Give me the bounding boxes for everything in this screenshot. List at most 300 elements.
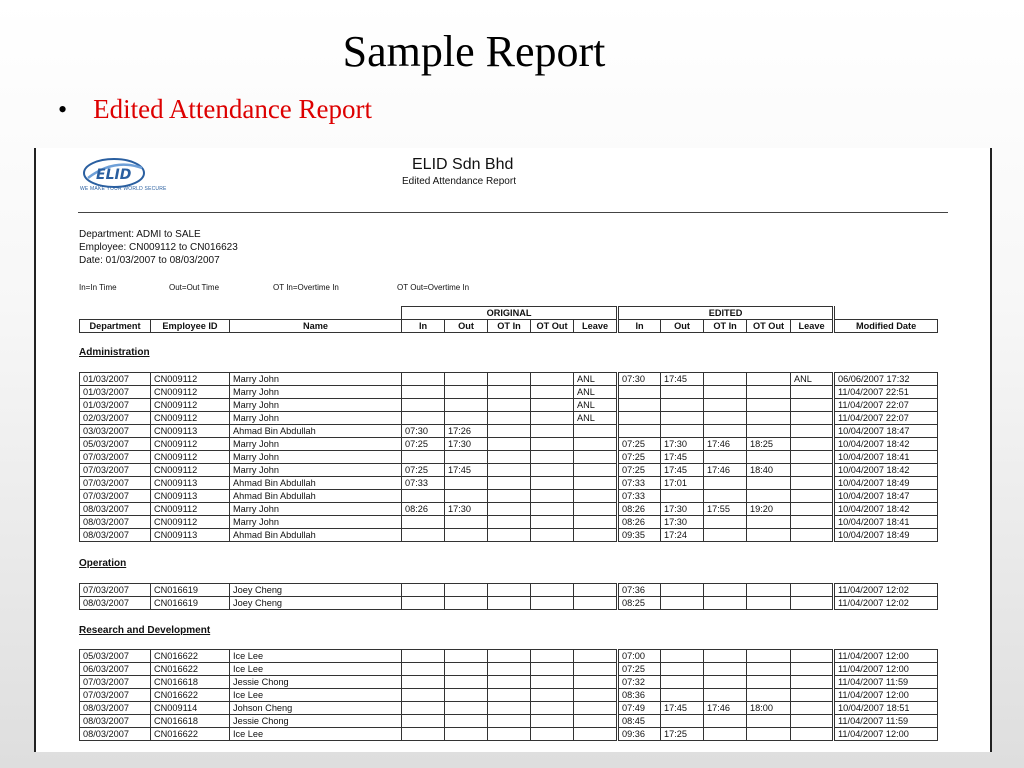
column-header-orig-leave: Leave <box>574 320 618 333</box>
table-row <box>80 477 938 490</box>
cell-edit-out <box>661 425 704 438</box>
cell-edit-out: 17:30 <box>661 516 704 529</box>
table-row <box>80 464 938 477</box>
bullet-text: Edited Attendance Report <box>93 94 373 124</box>
cell-department: 07/03/2007 <box>80 584 151 597</box>
cell-orig-ot-in <box>488 702 531 715</box>
section-table <box>79 583 938 610</box>
cell-name: Joey Cheng <box>230 597 402 610</box>
table-row <box>80 490 938 503</box>
cell-orig-ot-in <box>488 650 531 663</box>
cell-name: Marry John <box>230 399 402 412</box>
cell-edit-leave <box>791 584 834 597</box>
cell-orig-out <box>445 650 488 663</box>
cell-edit-in: 07:25 <box>618 438 661 451</box>
legend-in: In=In Time <box>79 283 117 292</box>
table-row <box>80 702 938 715</box>
employee-range: Employee: CN009112 to CN016623 <box>79 242 238 253</box>
cell-orig-leave <box>574 425 618 438</box>
cell-orig-ot-out <box>531 425 574 438</box>
cell-edit-ot-out <box>747 412 791 425</box>
cell-orig-leave <box>574 663 618 676</box>
table-row <box>80 715 938 728</box>
cell-orig-ot-out <box>531 689 574 702</box>
cell-orig-in <box>402 584 445 597</box>
cell-edit-leave <box>791 490 834 503</box>
cell-edit-leave <box>791 676 834 689</box>
table-row <box>80 663 938 676</box>
cell-orig-ot-in <box>488 676 531 689</box>
cell-edit-ot-in: 17:46 <box>704 438 747 451</box>
cell-employee-id: CN009112 <box>151 503 230 516</box>
cell-edit-leave <box>791 503 834 516</box>
cell-edit-leave <box>791 663 834 676</box>
date-range: Date: 01/03/2007 to 08/03/2007 <box>79 255 220 266</box>
cell-edit-ot-in <box>704 516 747 529</box>
cell-orig-out: 17:30 <box>445 438 488 451</box>
cell-edit-out <box>661 386 704 399</box>
cell-edit-leave <box>791 399 834 412</box>
cell-edit-out <box>661 676 704 689</box>
cell-orig-out: 17:30 <box>445 503 488 516</box>
cell-orig-in: 07:25 <box>402 464 445 477</box>
cell-edit-out: 17:24 <box>661 529 704 542</box>
column-header-edit-ot-in: OT In <box>704 320 747 333</box>
cell-edit-out <box>661 715 704 728</box>
cell-orig-leave: ANL <box>574 386 618 399</box>
column-header-edit-ot-out: OT Out <box>747 320 791 333</box>
cell-employee-id: CN009114 <box>151 702 230 715</box>
cell-edit-out <box>661 663 704 676</box>
cell-orig-in <box>402 715 445 728</box>
cell-department: 05/03/2007 <box>80 438 151 451</box>
cell-edit-ot-out <box>747 451 791 464</box>
cell-employee-id: CN009112 <box>151 516 230 529</box>
cell-edit-in: 07:33 <box>618 477 661 490</box>
cell-modified-date: 10/04/2007 18:47 <box>834 490 938 503</box>
cell-department: 01/03/2007 <box>80 399 151 412</box>
divider <box>78 212 948 213</box>
cell-orig-in <box>402 702 445 715</box>
table-row <box>80 584 938 597</box>
cell-orig-in: 07:30 <box>402 425 445 438</box>
cell-edit-in <box>618 386 661 399</box>
cell-orig-ot-in <box>488 386 531 399</box>
cell-orig-ot-out <box>531 597 574 610</box>
cell-department: 01/03/2007 <box>80 373 151 386</box>
cell-orig-in <box>402 399 445 412</box>
cell-name: Ice Lee <box>230 728 402 741</box>
legend-out: Out=Out Time <box>169 283 220 292</box>
cell-edit-ot-in <box>704 584 747 597</box>
cell-employee-id: CN016622 <box>151 663 230 676</box>
cell-orig-out <box>445 477 488 490</box>
cell-modified-date: 10/04/2007 18:42 <box>834 503 938 516</box>
cell-edit-ot-out <box>747 676 791 689</box>
cell-edit-leave <box>791 702 834 715</box>
cell-edit-ot-out <box>747 728 791 741</box>
cell-edit-out <box>661 689 704 702</box>
cell-orig-in <box>402 529 445 542</box>
cell-department: 08/03/2007 <box>80 715 151 728</box>
column-header-department: Department <box>80 320 151 333</box>
cell-modified-date: 10/04/2007 18:49 <box>834 529 938 542</box>
cell-employee-id: CN009112 <box>151 386 230 399</box>
cell-orig-leave: ANL <box>574 399 618 412</box>
column-header-modified-date: Modified Date <box>834 320 938 333</box>
cell-name: Ice Lee <box>230 650 402 663</box>
cell-orig-ot-in <box>488 438 531 451</box>
cell-edit-in <box>618 399 661 412</box>
bullet-icon: • <box>58 94 68 124</box>
elid-logo <box>80 154 180 200</box>
cell-edit-ot-out <box>747 650 791 663</box>
cell-edit-ot-in <box>704 386 747 399</box>
table-row <box>80 412 938 425</box>
cell-edit-in: 07:30 <box>618 373 661 386</box>
cell-orig-out <box>445 412 488 425</box>
cell-orig-leave <box>574 728 618 741</box>
cell-edit-ot-out <box>747 373 791 386</box>
cell-edit-in: 08:26 <box>618 503 661 516</box>
cell-orig-ot-in <box>488 412 531 425</box>
cell-edit-ot-in <box>704 412 747 425</box>
table-row <box>80 451 938 464</box>
cell-edit-out <box>661 584 704 597</box>
cell-orig-ot-out <box>531 676 574 689</box>
column-header-orig-ot-out: OT Out <box>531 320 574 333</box>
cell-name: Marry John <box>230 451 402 464</box>
cell-employee-id: CN016618 <box>151 715 230 728</box>
cell-orig-out <box>445 728 488 741</box>
cell-modified-date: 10/04/2007 18:49 <box>834 477 938 490</box>
cell-edit-out: 17:30 <box>661 438 704 451</box>
cell-department: 08/03/2007 <box>80 597 151 610</box>
table-row <box>80 438 938 451</box>
cell-orig-ot-out <box>531 412 574 425</box>
cell-edit-leave <box>791 412 834 425</box>
cell-orig-ot-out <box>531 451 574 464</box>
table-row <box>80 516 938 529</box>
cell-department: 07/03/2007 <box>80 689 151 702</box>
cell-modified-date: 10/04/2007 18:42 <box>834 464 938 477</box>
cell-orig-leave <box>574 477 618 490</box>
cell-edit-ot-out <box>747 584 791 597</box>
cell-orig-leave <box>574 451 618 464</box>
cell-name: Jessie Chong <box>230 676 402 689</box>
cell-orig-ot-out <box>531 529 574 542</box>
cell-edit-ot-in <box>704 650 747 663</box>
column-header-edit-out: Out <box>661 320 704 333</box>
cell-edit-in: 07:25 <box>618 663 661 676</box>
cell-modified-date: 11/04/2007 12:02 <box>834 584 938 597</box>
cell-edit-ot-in: 17:46 <box>704 464 747 477</box>
cell-orig-in <box>402 676 445 689</box>
cell-edit-ot-in <box>704 663 747 676</box>
cell-employee-id: CN009112 <box>151 412 230 425</box>
table-row <box>80 425 938 438</box>
cell-employee-id: CN009113 <box>151 425 230 438</box>
cell-edit-in: 07:33 <box>618 490 661 503</box>
cell-edit-out: 17:45 <box>661 702 704 715</box>
cell-orig-out <box>445 676 488 689</box>
cell-orig-in <box>402 386 445 399</box>
cell-orig-ot-out <box>531 503 574 516</box>
cell-edit-in: 07:49 <box>618 702 661 715</box>
cell-edit-in: 09:36 <box>618 728 661 741</box>
cell-edit-out <box>661 597 704 610</box>
cell-name: Ahmad Bin Abdullah <box>230 425 402 438</box>
cell-orig-leave <box>574 650 618 663</box>
cell-edit-out: 17:30 <box>661 503 704 516</box>
cell-department: 07/03/2007 <box>80 477 151 490</box>
cell-modified-date: 11/04/2007 11:59 <box>834 676 938 689</box>
cell-employee-id: CN016622 <box>151 689 230 702</box>
cell-edit-ot-out <box>747 715 791 728</box>
cell-modified-date: 10/04/2007 18:41 <box>834 451 938 464</box>
cell-orig-leave <box>574 490 618 503</box>
column-header-orig-ot-in: OT In <box>488 320 531 333</box>
cell-employee-id: CN009112 <box>151 373 230 386</box>
cell-orig-out <box>445 516 488 529</box>
legend-ot-in: OT In=Overtime In <box>273 283 339 292</box>
column-header-edit-in: In <box>618 320 661 333</box>
cell-orig-out: 17:26 <box>445 425 488 438</box>
cell-modified-date: 11/04/2007 12:00 <box>834 650 938 663</box>
cell-orig-ot-out <box>531 386 574 399</box>
cell-edit-out: 17:45 <box>661 464 704 477</box>
cell-edit-out <box>661 490 704 503</box>
cell-orig-leave <box>574 464 618 477</box>
cell-edit-leave <box>791 438 834 451</box>
cell-orig-ot-out <box>531 516 574 529</box>
section-title: Operation <box>79 558 127 569</box>
cell-edit-in: 08:45 <box>618 715 661 728</box>
table-row <box>80 728 938 741</box>
department-range: Department: ADMI to SALE <box>79 229 201 240</box>
cell-orig-ot-in <box>488 477 531 490</box>
cell-edit-ot-in <box>704 477 747 490</box>
logo-text: ELID <box>96 167 132 183</box>
cell-orig-out <box>445 451 488 464</box>
cell-orig-in <box>402 728 445 741</box>
cell-modified-date: 11/04/2007 12:00 <box>834 689 938 702</box>
cell-orig-leave <box>574 529 618 542</box>
cell-orig-ot-in <box>488 715 531 728</box>
cell-name: Marry John <box>230 438 402 451</box>
cell-orig-ot-in <box>488 425 531 438</box>
cell-edit-ot-in <box>704 689 747 702</box>
cell-edit-leave <box>791 451 834 464</box>
cell-edit-in: 07:25 <box>618 464 661 477</box>
cell-edit-ot-out <box>747 663 791 676</box>
cell-edit-leave <box>791 715 834 728</box>
cell-edit-in: 07:32 <box>618 676 661 689</box>
cell-edit-ot-out <box>747 477 791 490</box>
cell-employee-id: CN009112 <box>151 438 230 451</box>
cell-orig-ot-out <box>531 584 574 597</box>
cell-employee-id: CN009112 <box>151 451 230 464</box>
cell-name: Johson Cheng <box>230 702 402 715</box>
cell-edit-in: 08:25 <box>618 597 661 610</box>
cell-edit-leave <box>791 386 834 399</box>
cell-orig-ot-out <box>531 373 574 386</box>
cell-edit-leave <box>791 728 834 741</box>
cell-orig-leave <box>574 715 618 728</box>
cell-name: Ice Lee <box>230 689 402 702</box>
column-header-edit-leave: Leave <box>791 320 834 333</box>
cell-orig-ot-out <box>531 399 574 412</box>
cell-orig-ot-out <box>531 464 574 477</box>
cell-modified-date: 11/04/2007 12:00 <box>834 663 938 676</box>
cell-orig-ot-in <box>488 663 531 676</box>
cell-orig-ot-out <box>531 663 574 676</box>
cell-orig-ot-out <box>531 728 574 741</box>
report-header-table <box>79 306 938 333</box>
cell-orig-ot-in <box>488 490 531 503</box>
cell-edit-ot-out <box>747 516 791 529</box>
cell-edit-in: 07:00 <box>618 650 661 663</box>
cell-edit-ot-in <box>704 715 747 728</box>
cell-orig-in: 07:25 <box>402 438 445 451</box>
cell-edit-ot-out: 18:25 <box>747 438 791 451</box>
cell-department: 08/03/2007 <box>80 516 151 529</box>
cell-orig-ot-in <box>488 584 531 597</box>
logo-tagline: WE MAKE YOUR WORLD SECURE <box>80 186 167 192</box>
cell-orig-leave <box>574 597 618 610</box>
cell-edit-ot-in <box>704 451 747 464</box>
cell-name: Marry John <box>230 373 402 386</box>
cell-orig-leave <box>574 503 618 516</box>
cell-orig-in: 07:33 <box>402 477 445 490</box>
cell-department: 01/03/2007 <box>80 386 151 399</box>
cell-name: Ice Lee <box>230 663 402 676</box>
table-row <box>80 689 938 702</box>
cell-employee-id: CN016619 <box>151 584 230 597</box>
cell-department: 07/03/2007 <box>80 451 151 464</box>
cell-name: Marry John <box>230 464 402 477</box>
cell-department: 08/03/2007 <box>80 702 151 715</box>
cell-edit-leave <box>791 650 834 663</box>
report-page <box>34 148 992 752</box>
cell-edit-in: 09:35 <box>618 529 661 542</box>
table-row <box>80 650 938 663</box>
cell-department: 07/03/2007 <box>80 490 151 503</box>
cell-orig-ot-out <box>531 438 574 451</box>
cell-orig-ot-in <box>488 597 531 610</box>
cell-edit-ot-out: 18:40 <box>747 464 791 477</box>
cell-orig-ot-in <box>488 529 531 542</box>
cell-orig-in <box>402 373 445 386</box>
cell-orig-ot-out <box>531 650 574 663</box>
cell-employee-id: CN016619 <box>151 597 230 610</box>
cell-edit-ot-in <box>704 490 747 503</box>
cell-orig-out <box>445 663 488 676</box>
cell-department: 08/03/2007 <box>80 503 151 516</box>
cell-orig-leave <box>574 676 618 689</box>
header-edited: EDITED <box>618 307 834 320</box>
cell-orig-out <box>445 373 488 386</box>
cell-edit-out <box>661 399 704 412</box>
cell-edit-ot-in <box>704 425 747 438</box>
cell-edit-ot-in <box>704 529 747 542</box>
cell-orig-leave <box>574 584 618 597</box>
cell-orig-out <box>445 702 488 715</box>
cell-name: Ahmad Bin Abdullah <box>230 490 402 503</box>
bullet-item <box>58 94 372 125</box>
cell-edit-in: 08:26 <box>618 516 661 529</box>
cell-edit-ot-out: 19:20 <box>747 503 791 516</box>
cell-orig-out <box>445 529 488 542</box>
cell-orig-ot-in <box>488 689 531 702</box>
cell-edit-ot-out <box>747 399 791 412</box>
cell-orig-out <box>445 399 488 412</box>
column-header-orig-in: In <box>402 320 445 333</box>
cell-orig-ot-in <box>488 451 531 464</box>
cell-name: Joey Cheng <box>230 584 402 597</box>
cell-orig-in <box>402 490 445 503</box>
cell-modified-date: 10/04/2007 18:42 <box>834 438 938 451</box>
legend-ot-out: OT Out=Overtime In <box>397 283 470 292</box>
cell-orig-ot-in <box>488 464 531 477</box>
cell-orig-ot-in <box>488 373 531 386</box>
header-original: ORIGINAL <box>402 307 618 320</box>
table-row <box>80 503 938 516</box>
cell-orig-out <box>445 490 488 503</box>
cell-orig-leave <box>574 516 618 529</box>
cell-orig-ot-out <box>531 715 574 728</box>
cell-edit-ot-out <box>747 689 791 702</box>
cell-orig-leave <box>574 689 618 702</box>
cell-orig-ot-out <box>531 702 574 715</box>
cell-orig-ot-in <box>488 503 531 516</box>
cell-orig-out: 17:45 <box>445 464 488 477</box>
cell-edit-out: 17:25 <box>661 728 704 741</box>
cell-name: Ahmad Bin Abdullah <box>230 477 402 490</box>
cell-employee-id: CN009112 <box>151 399 230 412</box>
cell-name: Marry John <box>230 412 402 425</box>
cell-modified-date: 10/04/2007 18:47 <box>834 425 938 438</box>
cell-name: Jessie Chong <box>230 715 402 728</box>
cell-orig-leave <box>574 438 618 451</box>
cell-edit-in <box>618 425 661 438</box>
cell-modified-date: 10/04/2007 18:51 <box>834 702 938 715</box>
cell-department: 06/03/2007 <box>80 663 151 676</box>
cell-orig-out <box>445 689 488 702</box>
cell-edit-in <box>618 412 661 425</box>
cell-employee-id: CN016622 <box>151 650 230 663</box>
cell-modified-date: 11/04/2007 22:07 <box>834 412 938 425</box>
cell-edit-leave <box>791 464 834 477</box>
cell-orig-leave <box>574 702 618 715</box>
cell-edit-ot-in <box>704 597 747 610</box>
cell-modified-date: 11/04/2007 12:02 <box>834 597 938 610</box>
cell-orig-out <box>445 386 488 399</box>
cell-edit-out <box>661 412 704 425</box>
cell-employee-id: CN009112 <box>151 464 230 477</box>
cell-orig-ot-out <box>531 490 574 503</box>
cell-edit-out: 17:45 <box>661 373 704 386</box>
cell-edit-leave <box>791 689 834 702</box>
cell-edit-ot-out <box>747 386 791 399</box>
cell-edit-ot-out <box>747 490 791 503</box>
cell-edit-leave <box>791 529 834 542</box>
cell-modified-date: 11/04/2007 11:59 <box>834 715 938 728</box>
report-name: Edited Attendance Report <box>402 176 516 187</box>
cell-orig-in <box>402 412 445 425</box>
cell-modified-date: 11/04/2007 12:00 <box>834 728 938 741</box>
cell-employee-id: CN009113 <box>151 529 230 542</box>
